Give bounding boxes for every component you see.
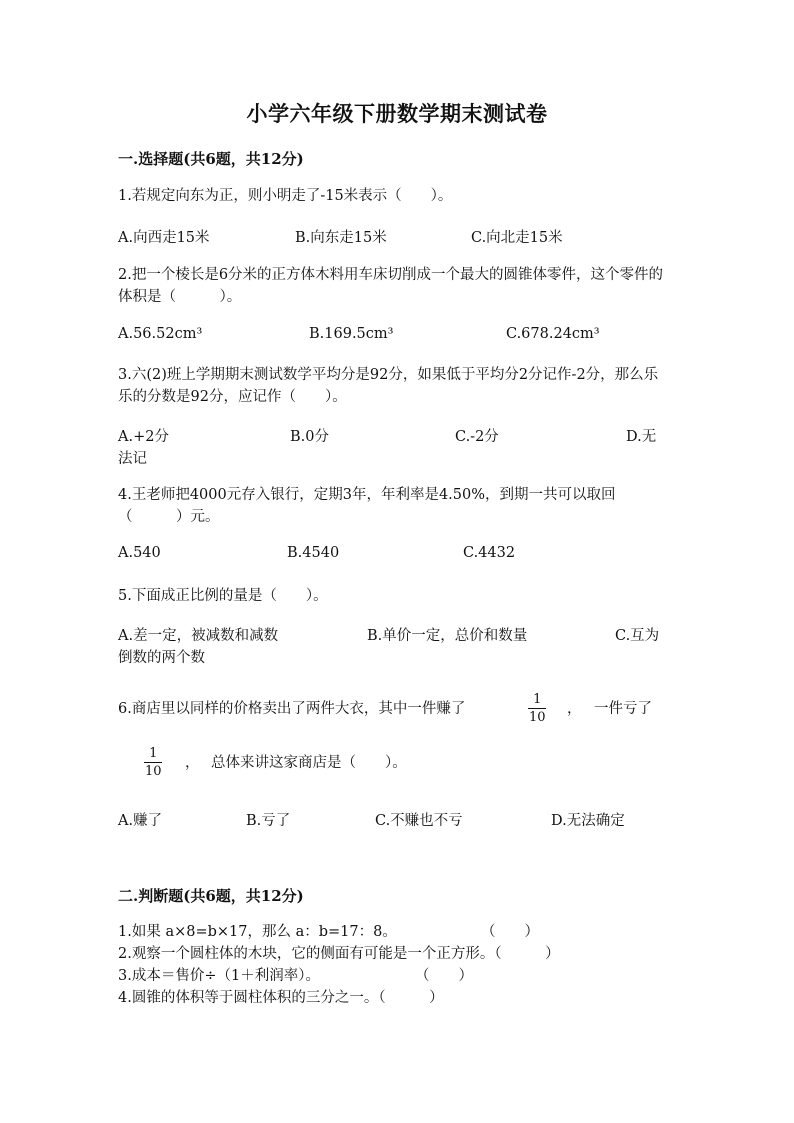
judgement-1-blank: （ ）	[481, 924, 539, 940]
q3-option-d-cont: 法记	[118, 451, 147, 467]
question-6-part2: 一件亏了	[594, 701, 652, 717]
judgement-4: 4.圆锥的体积等于圆柱体积的三分之一。（ ）	[118, 990, 444, 1006]
q3-option-a: A.+2分	[118, 429, 169, 445]
fraction-bar	[528, 708, 546, 709]
q1-option-a: A.向西走15米	[118, 230, 210, 246]
question-6-part1: 6.商店里以同样的价格卖出了两件大衣，其中一件赚了	[118, 701, 466, 717]
q1-option-c: C.向北走15米	[471, 230, 563, 246]
q3-option-d: D.无	[626, 429, 657, 445]
q3-option-c: C.-2分	[455, 429, 499, 445]
fraction-denominator: 10	[529, 710, 546, 725]
q5-option-a: A.差一定，被减数和减数	[118, 628, 279, 644]
q3-option-b: B.0分	[290, 429, 329, 445]
fraction-bar	[144, 762, 162, 763]
section-heading-judgement: 二.判断题(共6题，共12分)	[118, 887, 304, 905]
q5-option-c-cont: 倒数的两个数	[118, 650, 205, 666]
q4-option-b: B.4540	[287, 545, 340, 561]
judgement-1: 1.如果 a×8=b×17，那么 a：b=17：8。	[118, 924, 397, 940]
question-6-comma-1: ，	[567, 701, 582, 717]
question-6-comma-2: ，	[185, 755, 200, 771]
page-title: 小学六年级下册数学期末测试卷	[246, 101, 548, 126]
question-3: 3.六(2)班上学期期末测试数学平均分是92分，如果低于平均分2分记作-2分，那么乐乐的分数是92分，应记作（ ）。	[118, 367, 659, 405]
section-heading-choice: 一.选择题(共6题，共12分)	[118, 150, 304, 168]
q4-option-c: C.4432	[463, 545, 516, 561]
question-2: 2.把一个棱长是6分米的正方体木料用车床切削成一个最大的圆锥体零件，这个零件的体积是（ ）。	[118, 267, 664, 305]
fraction-denominator: 10	[145, 764, 162, 779]
question-4: 4.王老师把4000元存入银行，定期3年，年利率是4.50%，到期一共可以取回（ ）元。	[118, 487, 616, 525]
q6-option-a: A.赚了	[118, 813, 163, 829]
q6-option-d: D.无法确定	[551, 813, 625, 829]
q2-option-c: C.678.24cm³	[506, 326, 600, 342]
q5-option-c: C.互为	[615, 628, 660, 644]
question-5: 5.下面成正比例的量是（ ）。	[118, 588, 328, 604]
judgement-3: 3.成本＝售价÷（1＋利润率）。	[118, 968, 320, 984]
q2-option-a: A.56.52cm³	[118, 326, 203, 342]
fraction-numerator: 1	[149, 746, 158, 761]
q6-option-c: C.不赚也不亏	[375, 813, 463, 829]
q6-option-b: B.亏了	[246, 813, 291, 829]
question-6-part3: 总体来讲这家商店是（ ）。	[211, 755, 407, 771]
fraction-one-tenth-2	[143, 746, 164, 779]
fraction-numerator: 1	[533, 692, 542, 707]
fraction-one-tenth	[527, 692, 548, 725]
q2-option-b: B.169.5cm³	[309, 326, 394, 342]
q4-option-a: A.540	[118, 545, 161, 561]
judgement-3-blank: （ ）	[415, 968, 473, 984]
q1-option-b: B.向东走15米	[295, 230, 387, 246]
judgement-2: 2.观察一个圆柱体的木块，它的侧面有可能是一个正方形。（ ）	[118, 946, 560, 962]
question-1: 1.若规定向东为正，则小明走了-15米表示（ ）。	[118, 188, 453, 204]
q5-option-b: B.单价一定，总价和数量	[367, 628, 528, 644]
